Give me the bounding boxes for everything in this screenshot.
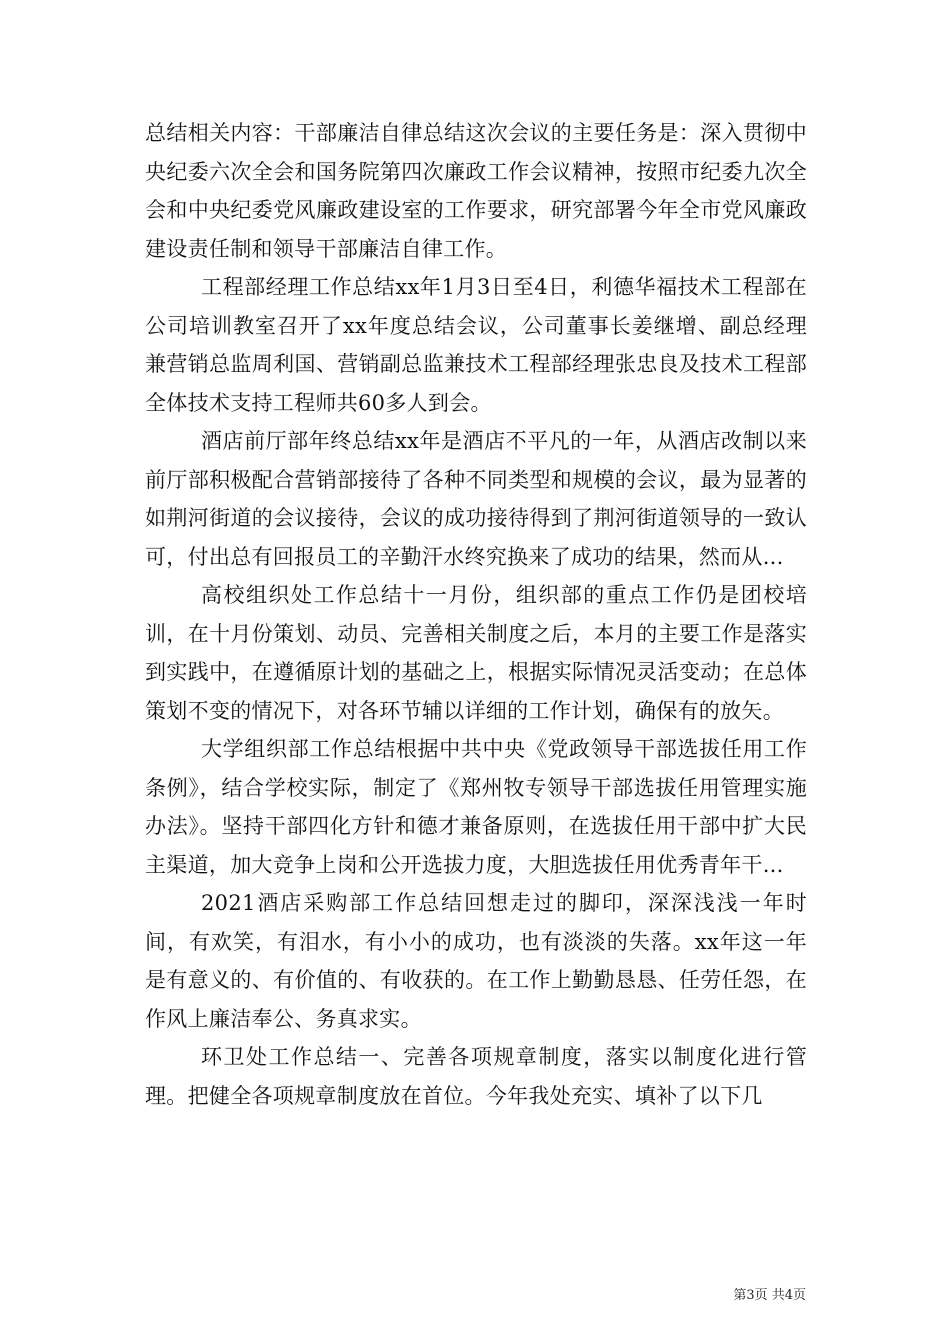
paragraph-3: 酒店前厅部年终总结xx年是酒店不平凡的一年，从酒店改制以来前厅部积极配合营销部接待了各种不同类型和规模的会议，最为显著的如荆河街道的会议接待，会议的成功接待得到了荆河街道领导的一致认可，付出总有回报员工的辛勤汗水终究换来了成功的结果，然而从... — [145, 429, 807, 569]
paragraph-1: 总结相关内容：干部廉洁自律总结这次会议的主要任务是：深入贯彻中央纪委六次全会和国务院第四次廉政工作会议精神，按照市纪委九次全会和中央纪委党风廉政建设室的工作要求，研究部署今年全市党风廉政建设责任制和领导干部廉洁自律工作。 — [145, 121, 807, 261]
paragraph-7: 环卫处工作总结一、完善各项规章制度，落实以制度化进行管理。把健全各项规章制度放在首位。今年我处充实、填补了以下几 — [145, 1045, 807, 1108]
paragraph-6: 2021酒店采购部工作总结回想走过的脚印，深深浅浅一年时间，有欢笑，有泪水，有小小的成功，也有淡淡的失落。xx年这一年是有意义的、有价值的、有收获的。在工作上勤勤恳恳、任劳任怨，在作风上廉洁奉公、务真求实。 — [145, 891, 807, 1031]
paragraph-5: 大学组织部工作总结根据中共中央《党政领导干部选拔任用工作条例》，结合学校实际，制定了《郑州牧专领导干部选拔任用管理实施办法》。坚持干部四化方针和德才兼备原则，在选拔任用干部中扩大民主渠道，加大竞争上岗和公开选拔力度，大胆选拔任用优秀青年干... — [145, 737, 807, 877]
paragraph-4: 高校组织处工作总结十一月份，组织部的重点工作仍是团校培训，在十月份策划、动员、完善相关制度之后，本月的主要工作是落实到实践中，在遵循原计划的基础之上，根据实际情况灵活变动；在总体策划不变的情况下，对各环节辅以详细的工作计划，确保有的放矢。 — [145, 583, 807, 723]
document-body — [145, 114, 807, 1115]
paragraph-2: 工程部经理工作总结xx年1月3日至4日，利德华福技术工程部在公司培训教室召开了xx年度总结会议，公司董事长姜继增、副总经理兼营销总监周利国、营销副总监兼技术工程部经理张忠良及技术工程部全体技术支持工程师共60多人到会。 — [145, 275, 807, 415]
page-number: 第3页 共4页 — [733, 1288, 806, 1303]
